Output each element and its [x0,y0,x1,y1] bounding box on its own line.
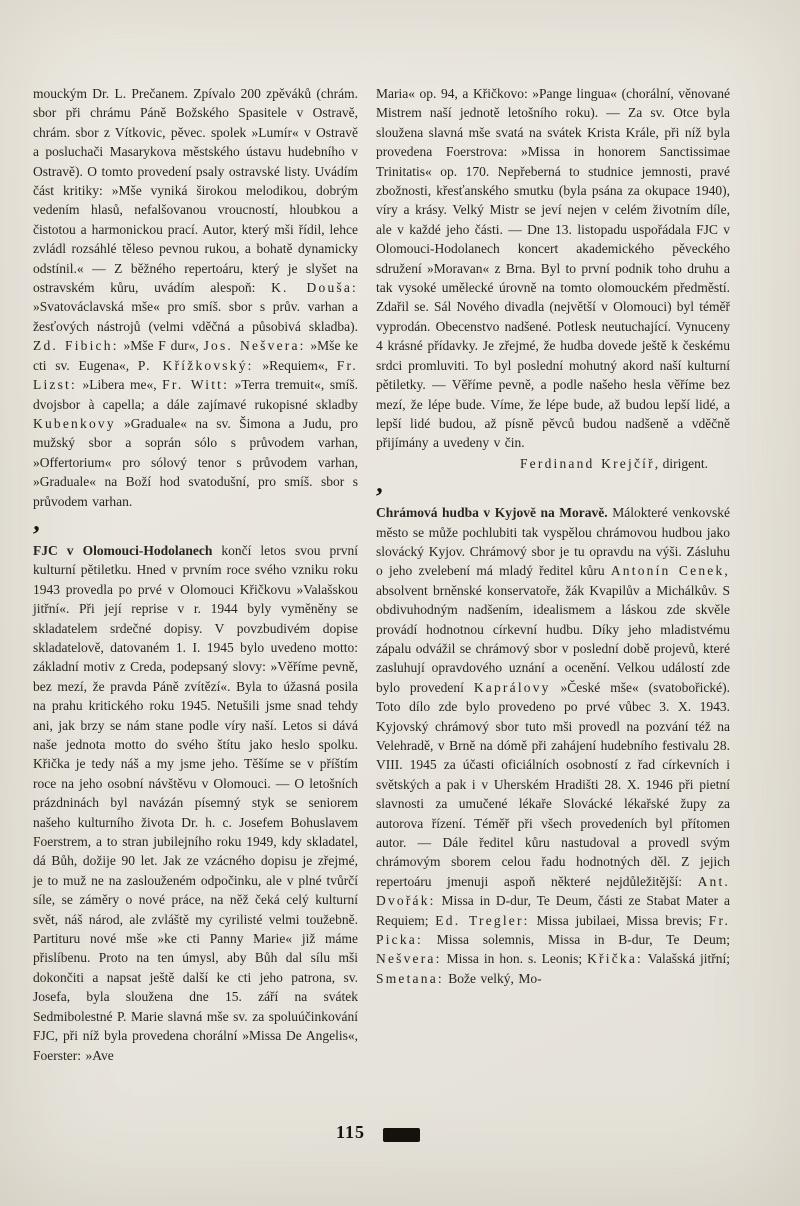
text-run: K. Douša: [271,280,358,296]
column-left [33,84,358,1065]
paragraph [376,84,730,453]
paragraph [33,84,358,511]
text-run: Fr. Lizst: [33,357,358,393]
text-run: »Mše F dur«, [118,338,204,354]
text-run: Kaprálovy [473,679,551,695]
text-run: Kubenkovy [33,415,116,431]
text-run: Zd. Fibich: [33,338,119,354]
column-right [376,84,730,988]
text-run: mouckým Dr. L. Prečanem. Zpívalo 200 zpěváků (chrám. sbor při chrámu Páně Božského Spasitele v Ostravě, chrám. sbor z Vítkovic, pěvec. spolek »Lumír« v Ostravě a posluchači Masarykova městského ústavu hudebního v Ostravě). O tomto provedení psaly ostravské listy. Uvádím část kritiky: »Mše vyniká širokou melodikou, dobrým vedením hlasů, nefalšovanou vroucností, hloubkou a čistotou a harmonickou prací. Autor, který mši řídil, lehce zvládl rozsáhlé těleso pevnou rukou, a bohatě dynamicky odstínil.« — Z běžného repertoáru, který je slyšet na ostravském kůru, uvádím alespoň: [33,86,359,296]
text-run: Nešvera: [376,951,442,967]
text-run: Fr. Picka: [376,912,731,948]
paragraph [376,503,730,988]
text-run: Ant. Dvořák: [376,873,730,909]
text-run: Maria« op. 94, a Křičkovo: »Pange lingua« (chorální, věnované Mistrem naší jednotě letošního roku). — Za sv. Otce byla sloužena slavná mše svatá na svátek Krista Krále, při níž byla provedena Foerstrova: »Missa in honorem Sanctissimae Trinitatis« op. 170. Nepřeberná to studnice jemnosti, pravé zbožnosti, křesťanského smutku (byla psána za okupace 1940), víry a krásy. Velký Mistr se jeví nejen v celém životním díle, ale v každé jeho části. — Dne 13. listopadu uspořádala FJC v Olomouci-Hodolanech koncert akademického pěveckého sdružení »Moravan« z Brna. Byl to první podnik toho druhu a tak vysoké umělecké úrovně na tomto olomouckém předměstí. Zdařil se. Sál Nového divadla (největší v Olomouci) byl téměř vyprodán. Obecenstvo nadšené. Potlesk neutuchající. Vynuceny 4 krásné přídavky. Je zřejmé, že hudba dovede ještě k českému srdci promluviti. To byl poslední mohutný akord naší kulturní pětiletky. — Věříme pevně, a podle našeho hesla věříme bez mezí, že lépe bude. Víme, že lépe bude, až budou lepší lidé, a lepší lidé budou, až písně pěvců budou nadšeně a vděčně přijímány a uvedeny v čin. [376,86,730,451]
text-run: Málokteré venkovské město se může pochlubiti tak vyspělou chrámovou hudbou jako slovácký Kyjov. Chrámový sbor je tu opravdu na výši. Zásluhu o jeho zvelebení má mladý ředitel kůru [376,505,731,579]
text-run: »Terra tremuit«, smíš. dvojsbor à capella; a dále zajímavé rukopisné skladby [33,377,358,412]
text-run: Chrámová hudba v Kyjově na Moravě. [376,505,608,521]
ornament-separator [32,506,358,539]
text-run: Smetana: [376,970,444,986]
text-run: absolvent brněnské konservatoře, žák Kvapilův a Michálkův. S obdivuhodným nadšením, idealismem a láskou zde skvěle provádí hodnotnou církevní hudbu. Díky jeho mladistvému zápalu odvážil se chrámový sbor v poslední době projevů, které zasluhují opravdového uznání a ocenění. Velkou událostí zde bylo provedení [376,582,730,695]
text-run: Bože velký, Mo- [443,970,542,986]
text-run: P. Křížkovský: [137,357,254,373]
text-run: »Graduale« na sv. Šimona a Judu, pro mužský sbor a soprán sólo s průvodem varhan, »Offertorium« pro sólový tenor s průvodem varhan, »Graduale« na Boží hod svatodušní, pro smíš. sbor s průvodem varhan. [33,415,358,509]
text-run: , dirigent. [654,455,708,471]
text-run: »České mše« (svatobořické). Toto dílo zde bylo provedeno po prvé vůbec 3. X. 1943. Kyjovský chrámový sbor tuto mši provedl na pozvání též na Velehradě, v Brně na dómě při zahájení hudebního festivalu 28. VIII. 1945 za účasti oficiálních osobností z řad církevních i světských a pak i v Uherském Hradišti 28. X. 1946 při pietní slavnosti za umučené lékaře Slovácké lékařské župy za autorova řízení. Téměř při všech provedeních byl přítomen autor. — Dále ředitel kůru nastudoval a provedl svým chrámovým sborem celou řadu hodnotných děl. Z jejich repertoáru jmenuji aspoň některé nejdůležitější: [376,679,730,889]
text-run: Fr. Witt: [162,377,230,393]
text-run: »Requiem«, [253,357,337,373]
text-run: Missa jubilaei, Missa brevis; [529,912,709,928]
text-run: Missa in D-dur, Te Deum, části ze Stabat Mater a Requiem; [376,893,730,928]
text-run: »Libera me«, [76,377,163,393]
text-run: Missa in hon. s. Leonis; [441,951,588,967]
paragraph [33,541,358,1065]
text-run: Ferdinand Krejčíř [519,455,655,471]
page-number: 115 [336,1122,366,1142]
text-run: Antonín Cenek, [610,563,730,579]
article-body [33,84,730,1065]
text-run: »Svatováclavská mše« pro smíš. sbor s prův. varhan a žesťových nástrojů (velmi vděčná a působivá skladba). [33,299,358,334]
comma-ornament-icon: , [375,468,386,499]
page-footer [336,1122,420,1143]
text-run: Ed. Tregler: [435,912,530,928]
signature-line [376,454,730,473]
comma-ornament-icon: , [32,506,43,537]
text-run: FJC v Olomouci-Hodolanech [33,542,213,558]
text-run: »Mše ke cti sv. Eugena«, [33,338,358,373]
text-run: Jos. Nešvera: [203,338,306,354]
text-run: Valašská jitřní; [643,951,730,967]
text-run: Křička: [587,951,643,967]
ink-mark [383,1128,420,1142]
ornament-separator [375,468,730,501]
text-run: končí letos svou první kulturní pětiletku. Hned v prvním roce svého vzniku roku 1943 provedla po prvé v Olomouci Křičkovu »Valašskou jitřní«. Při její reprise v r. 1944 byly vyměněny se skladatelem srdečné dopisy. V povzbudivém dopise skladatelově, datovaném 1. I. 1945 bylo uvedeno motto: základní motiv z Creda, podepsaný slovy: »Věříme pevně, bez mezí, že pravda Páně zvítězí«. Byla to úžasná posila na prahu kritického roku 1945. Netušili jsme snad tehdy ani, jak brzy se nám stane podle víry naší. Letos si dává naše jednota motto do svého štítu jako heslo spolku. Křička je tedy náš a my jsme jeho. Těšíme se v příštím roce na jeho osobní návštěvu v Olomouci. — O letošních prázdninách byl navázán písemný styk se seniorem našeho kulturního života Dr. h. c. Josefem Bohuslavem Foerstrem, a to stran jubilejního roku 1949, kdy skladatel, dá Bůh, dožije 90 let. Jak ze vzácného dopisu je zřejmé, je to muž ne na zaslouženém odpočinku, ale v plné tvůrčí síle, se záměry o nové práce, na něž čeká celý kulturní svět, náš národ, ale zvláště my cyrilisté velmi toužebně. Partituru nové mše »ke cti Panny Marie« již máme přislíbenu. Proto na ten úmysl, aby Bůh dal sílu mši dokončiti a napsat ještě další ke cti jeho patrona, sv. Josefa, byla sloužena dne 15. září na svátek Sedmibolestné P. Marie slavná mše sv. za spoluúčinkování FJC, při níž byla provedena chorální »Missa De Angelis«, Foerster: »Ave [33,542,358,1063]
text-run: Missa solemnis, Missa in B-dur, Te Deum; [422,932,730,948]
